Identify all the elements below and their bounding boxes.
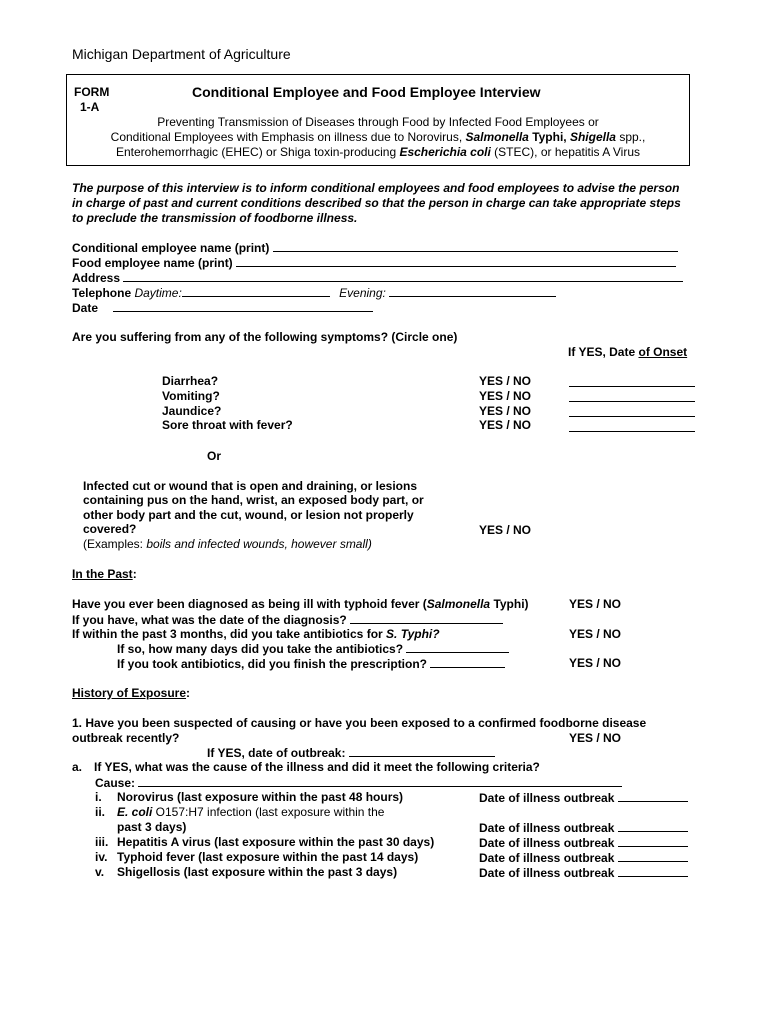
cause-label: Cause: [95,776,136,790]
telephone-field[interactable] [72,285,556,301]
prescription-line[interactable] [430,656,505,668]
symptom-jaundice: Jaundice? [162,404,222,418]
wound-question-line4: covered? [83,522,137,536]
antibiotics-question [72,627,440,642]
date-line[interactable] [618,835,688,847]
q-text: If YES, date of outbreak: [207,746,346,760]
heading-colon: : [186,686,191,700]
q-text: If so, how many days did you take the antibiotics? [117,642,404,656]
field-label: Address [72,271,121,285]
item-letter: a. [72,760,83,774]
onset-header [568,345,687,360]
criteria-ecoli [117,805,384,820]
date-line[interactable] [618,850,688,862]
subtitle-text: spp., [615,130,646,144]
subtitle-text: Conditional Employees with Emphasis on illness due to Norovirus, [110,130,466,144]
evening-line[interactable] [389,285,556,297]
address-line[interactable] [123,270,683,282]
antibiotic-days-line[interactable] [406,641,509,653]
form-subtitle-line1: Preventing Transmission of Diseases through Food by Infected Food Employees or [157,115,599,129]
outbreak-date-typhoid[interactable] [479,850,688,866]
daytime-label: Daytime: [134,286,182,300]
onset-line-sore-throat[interactable] [569,420,695,432]
outbreak-date-field[interactable] [207,745,495,761]
form-label [74,85,109,115]
q-text: O157:H7 infection (last exposure within the [152,805,385,819]
examples-text: (Examples: [83,537,147,551]
criteria-num-v: v. [95,865,105,879]
outbreak-question-line2: outbreak recently? [72,731,180,745]
purpose-statement: The purpose of this interview is to inform conditional employees and food employees to advise the person in charge of past and current conditions described so that the person in charge can take appropriate steps to preclude the transmission of foodborne illness. [72,181,681,225]
date-label: Date of illness outbreak [479,866,615,880]
subtitle-text: Enterohemorrhagic (EHEC) or Shiga toxin-producing [115,145,400,159]
field-label: Conditional employee name (print) [72,241,270,255]
address-field[interactable] [72,270,683,286]
symptom-vomiting: Vomiting? [162,389,220,403]
subtitle-organism: Salmonella [465,130,529,144]
outbreak-date-line[interactable] [349,745,495,757]
criteria-num-iii: iii. [95,835,109,849]
past-heading [72,567,137,582]
heading-colon: : [132,567,137,581]
diagnosis-date-field[interactable] [72,612,503,628]
yes-no-antibiotics[interactable]: YES / NO [569,627,622,641]
date-label: Date of illness outbreak [479,836,615,850]
evening-label: Evening: [339,286,386,300]
yes-no-diarrhea[interactable]: YES / NO [479,374,532,388]
symptoms-question: Are you suffering from any of the following symptoms? (Circle one) [72,330,458,344]
date-field[interactable] [72,300,373,316]
onset-line-vomiting[interactable] [569,390,695,402]
criteria-question [72,760,540,775]
subtitle-organism: Escherichia coli [399,145,491,159]
criteria-ecoli-cont: past 3 days) [117,820,187,834]
form-subtitle-line2 [66,130,690,145]
outbreak-date-norovirus[interactable] [479,790,688,806]
yes-no-wound[interactable]: YES / NO [479,523,532,537]
conditional-name-field[interactable] [72,240,678,256]
q-organism: S. Typhi? [386,627,440,641]
criteria-hepatitis: Hepatitis A virus (last exposure within the past 30 days) [117,835,435,849]
q-organism: E. coli [117,805,153,819]
q-text: If within the past 3 months, did you take antibiotics for [72,627,387,641]
agency-name: Michigan Department of Agriculture [72,46,291,62]
typhoid-question [72,597,529,612]
subtitle-text: (STEC), or hepatitis A Virus [490,145,641,159]
outbreak-date-shigellosis[interactable] [479,865,688,881]
symptom-diarrhea: Diarrhea? [162,374,219,388]
onset-line-jaundice[interactable] [569,405,695,417]
conditional-name-line[interactable] [273,240,678,252]
date-line[interactable] [618,790,688,802]
form-number: 1-A [80,100,100,114]
criteria-shigellosis: Shigellosis (last exposure within the past 3 days) [117,865,398,879]
food-name-field[interactable] [72,255,676,271]
yes-no-prescription[interactable]: YES / NO [569,656,622,670]
yes-no-jaundice[interactable]: YES / NO [479,404,532,418]
cause-line[interactable] [138,775,622,787]
subtitle-text: Typhi, [528,130,570,144]
q-organism: Salmonella [426,597,491,611]
prescription-question [117,656,505,672]
date-line[interactable] [618,820,688,832]
q-text: If YES, what was the cause of the illness and did it meet the following criteria? [94,760,540,774]
criteria-num-i: i. [95,790,102,804]
date-label: Date of illness outbreak [479,821,615,835]
q-text: If you took antibiotics, did you finish the prescription? [117,657,428,671]
wound-examples [83,537,372,552]
examples-text-italic: boils and infected wounds, however small) [146,537,372,551]
wound-question-line3: other body part and the cut, wound, or lesion not properly [83,508,414,522]
date-line[interactable] [618,865,688,877]
onset-text: If YES, Date [568,345,639,359]
wound-question-line1: Infected cut or wound that is open and draining, or lesions [83,479,418,493]
date-label: Date of illness outbreak [479,851,615,865]
form-title: Conditional Employee and Food Employee Interview [192,84,541,100]
subtitle-organism: Shigella [569,130,616,144]
cause-field[interactable] [95,775,622,791]
yes-no-sore-throat[interactable]: YES / NO [479,418,532,432]
q-text: Have you ever been diagnosed as being ill with typhoid fever ( [72,597,427,611]
form-subtitle-line3 [66,145,690,160]
yes-no-outbreak[interactable]: YES / NO [569,731,622,745]
form-label-text: FORM [74,85,110,99]
onset-text-underlined: of Onset [638,345,688,359]
field-label: Date [72,301,99,315]
criteria-num-iv: iv. [95,850,108,864]
symptom-sore-throat: Sore throat with fever? [162,418,293,432]
outbreak-date-ecoli[interactable] [479,820,688,836]
field-label: Food employee name (print) [72,256,233,270]
criteria-norovirus: Norovirus (last exposure within the past 48 hours) [117,790,404,804]
yes-no-vomiting[interactable]: YES / NO [479,389,532,403]
q-text: Typhi) [490,597,529,611]
outbreak-question-line1: 1. Have you been suspected of causing or have you been exposed to a confirmed foodborne disease [72,716,647,730]
or-label: Or [207,449,222,463]
q-text: If you have, what was the date of the diagnosis? [72,613,347,627]
criteria-num-ii: ii. [95,805,106,819]
wound-question-line2: containing pus on the hand, wrist, an exposed body part, or [83,493,424,507]
field-label: Telephone [72,286,132,300]
date-line[interactable] [113,300,373,312]
exposure-heading [72,686,190,701]
antibiotic-days-field[interactable] [117,641,509,657]
outbreak-date-hepatitis[interactable] [479,835,688,851]
food-name-line[interactable] [236,255,676,267]
past-heading-text: In the Past [72,567,133,581]
date-label: Date of illness outbreak [479,791,615,805]
criteria-typhoid: Typhoid fever (last exposure within the past 14 days) [117,850,419,864]
onset-line-diarrhea[interactable] [569,375,695,387]
exposure-heading-text: History of Exposure [72,686,187,700]
diagnosis-date-line[interactable] [350,612,503,624]
daytime-line[interactable] [182,285,330,297]
yes-no-typhoid[interactable]: YES / NO [569,597,622,611]
